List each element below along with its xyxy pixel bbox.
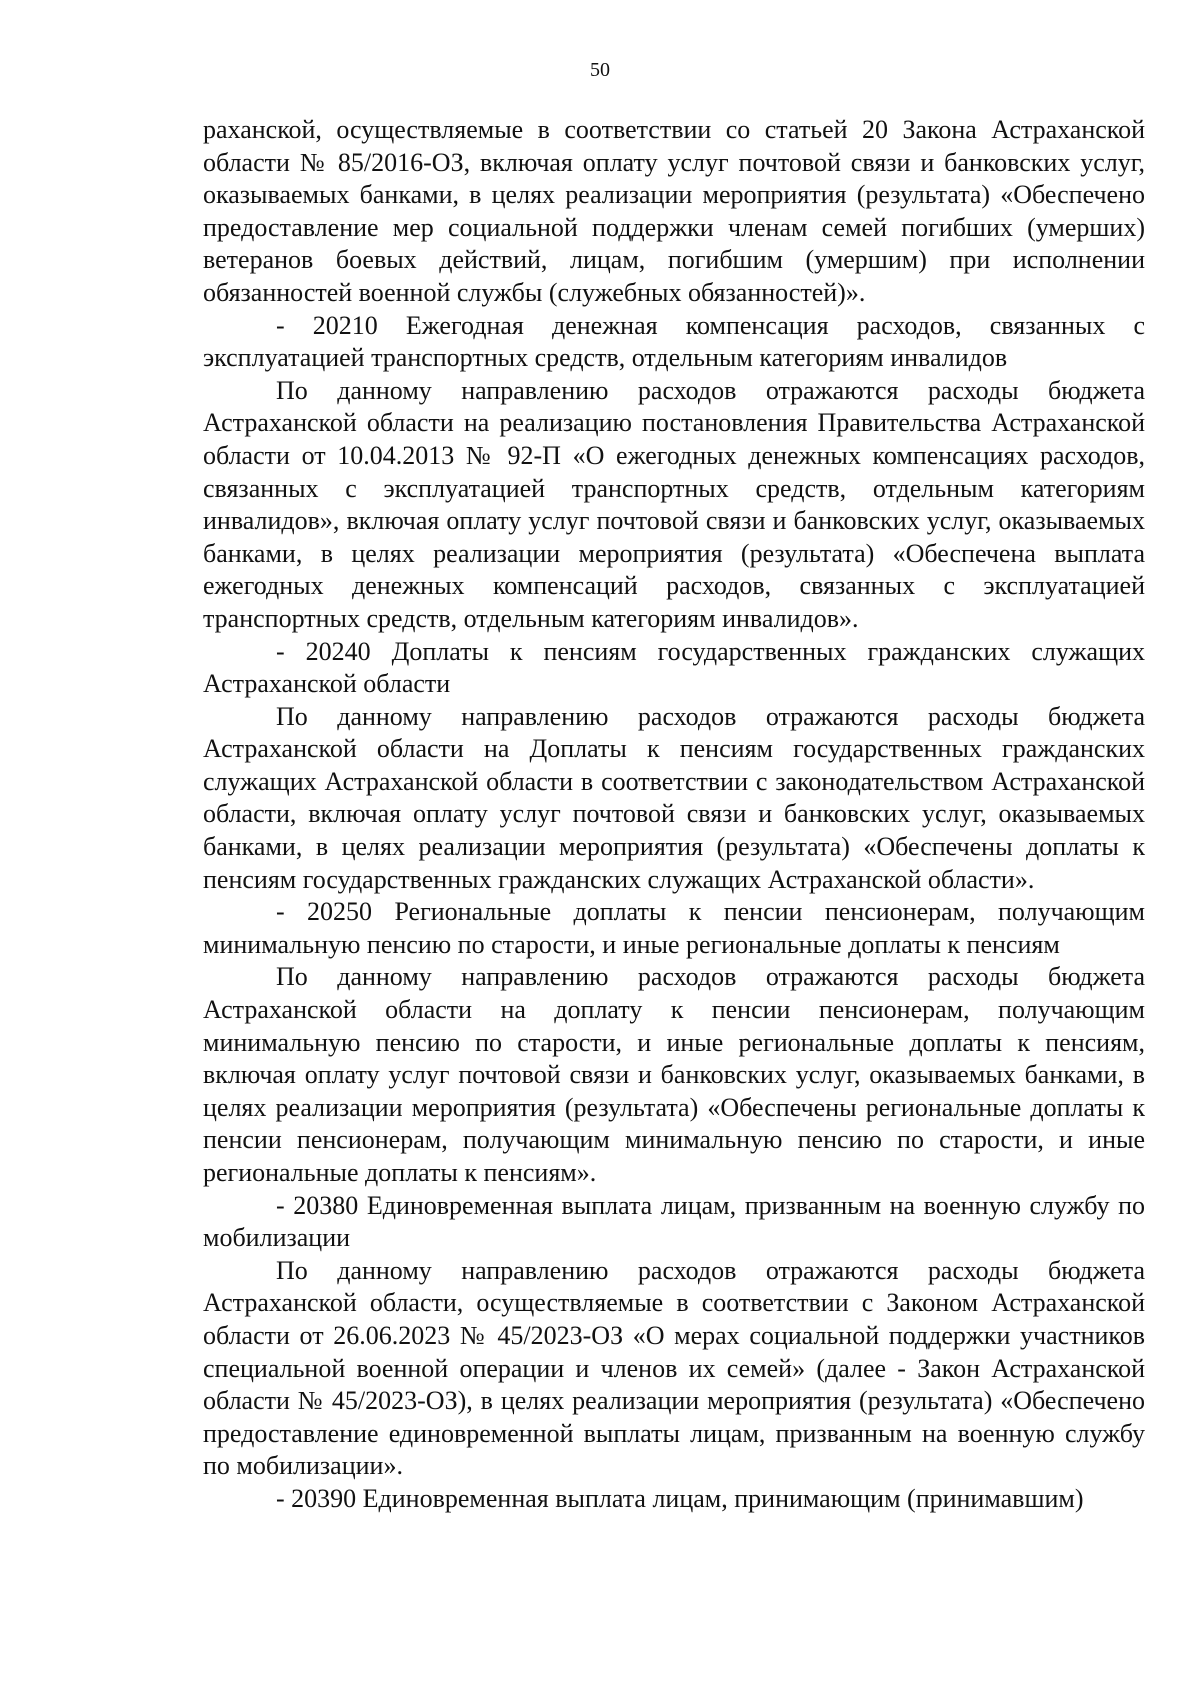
heading-20240: - 20240 Доплаты к пенсиям государственных гражданских служащих Астраханской области (203, 636, 1145, 699)
heading-20380: - 20380 Единовременная выплата лицам, призванным на военную службу по мобилизации (203, 1190, 1145, 1253)
heading-20210: - 20210 Ежегодная денежная компенсация расходов, связанных с эксплуатацией транспортных средств, отдельным категориям инвалидов (203, 310, 1145, 373)
heading-20250: - 20250 Региональные доплаты к пенсии пенсионерам, получающим минимальную пенсию по старости, и иные региональные доплаты к пенсиям (203, 897, 1145, 959)
paragraph-20380: По данному направлению расходов отражаются расходы бюджета Астраханской области, осуществляемые в соответствии с Законом Астраханской области от 26.06.2023 № 45/2023-ОЗ «О мерах социальной поддержки участников специальной военной операции и членов их семей» (далее - Закон Астраханской области № 45/2023-ОЗ), в целях реализации мероприятия (результата) «Обеспечено предоставление единовременной выплаты лицам, призванным на военную службу по мобилизации». (203, 1255, 1145, 1481)
paragraph-continuation: раханской, осуществляемые в соответствии со статьей 20 Закона Астраханской области № 85/2016-ОЗ, включая оплату услуг почтовой связи и банковских услуг, оказываемых банками, в целях реализации мероприятия (результата) «Обеспечено предоставление мер социальной поддержки членам семей погибших (умерших) ветеранов боевых действий, лицам, погибшим (умершим) при исполнении обязанностей военной службы (служебных обязанностей)». (203, 115, 1145, 307)
document-body (203, 114, 1145, 1516)
page-number: 50 (590, 59, 610, 81)
paragraph-20240: По данному направлению расходов отражаются расходы бюджета Астраханской области на Доплаты к пенсиям государственных гражданских служащих Астраханской области в соответствии с законодательством Астраханской области, включая оплату услуг почтовой связи и банковских услуг, оказываемых банками, в целях реализации мероприятия (результата) «Обеспечены доплаты к пенсиям государственных гражданских служащих Астраханской области». (203, 701, 1145, 894)
paragraph-20210: По данному направлению расходов отражаются расходы бюджета Астраханской области на реализацию постановления Правительства Астраханской области от 10.04.2013 № 92-П «О ежегодных денежных компенсациях расходов, связанных с эксплуатацией транспортных средств, отдельным категориям инвалидов», включая оплату услуг почтовой связи и банковских услуг, оказываемых банками, в целях реализации мероприятия (результата) «Обеспечена выплата ежегодных денежных компенсаций расходов, связанных с эксплуатацией транспортных средств, отдельным категориям инвалидов». (203, 375, 1145, 633)
heading-20390: - 20390 Единовременная выплата лицам, принимающим (принимавшим) (276, 1483, 1084, 1513)
paragraph-20250: По данному направлению расходов отражаются расходы бюджета Астраханской области на доплату к пенсии пенсионерам, получающим минимальную пенсию по старости, и иные региональные доплаты к пенсиям, включая оплату услуг почтовой связи и банковских услуг, оказываемых банками, в целях реализации мероприятия (результата) «Обеспечены региональные доплаты к пенсии пенсионерам, получающим минимальную пенсию по старости, и иные региональные доплаты к пенсиям». (203, 962, 1145, 1187)
